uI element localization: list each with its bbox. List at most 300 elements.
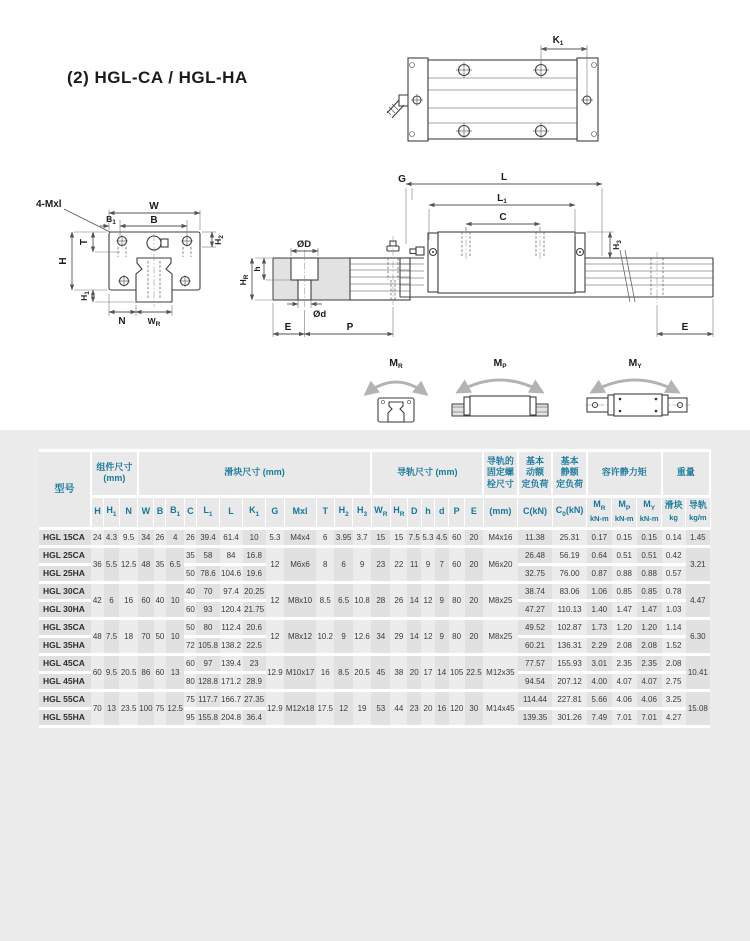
page-title: (2) HGL-CA / HGL-HA bbox=[67, 68, 248, 87]
cell-H1: 9.5 bbox=[104, 654, 120, 690]
grease-nipple-icon bbox=[387, 95, 408, 118]
col-header-dim-0: H bbox=[91, 496, 104, 528]
cell-L1: 105.8 bbox=[196, 636, 219, 654]
moment-mr-diagram bbox=[366, 357, 426, 422]
col-header-dim-21: E bbox=[465, 496, 483, 528]
cell-MP: 4.07 bbox=[612, 672, 637, 690]
cell-WR: 34 bbox=[371, 618, 390, 654]
cell-C0: 207.12 bbox=[552, 672, 587, 690]
cell-MP: 1.47 bbox=[612, 600, 637, 618]
cell-L1: 117.7 bbox=[196, 690, 219, 708]
cell-MP: 0.88 bbox=[612, 564, 637, 582]
cell-wb: 0.14 bbox=[662, 528, 686, 546]
moment-diagrams bbox=[366, 357, 690, 422]
cell-G: 12 bbox=[266, 618, 284, 654]
cell-MR: 3.01 bbox=[587, 654, 612, 672]
cell-P: 120 bbox=[449, 690, 465, 726]
cell-H2: 8.5 bbox=[334, 654, 352, 690]
cell-N: 9.5 bbox=[119, 528, 137, 546]
spec-table-head bbox=[39, 452, 710, 528]
cell-h: 12 bbox=[421, 582, 435, 618]
cell-MR: 1.40 bbox=[587, 600, 612, 618]
block-top-view-drawing bbox=[387, 35, 598, 141]
cell-Ckn: 114.44 bbox=[518, 690, 553, 708]
model-cell: HGL 55HA bbox=[39, 708, 91, 726]
cell-H3: 19 bbox=[353, 690, 371, 726]
model-cell: HGL 45CA bbox=[39, 654, 91, 672]
moment-mp-label: MP bbox=[493, 357, 507, 370]
cell-MP: 0.15 bbox=[612, 528, 637, 546]
dim-label-wr: $W_R$ bbox=[147, 316, 161, 328]
table-row bbox=[39, 582, 710, 600]
cell-H1: 13 bbox=[104, 690, 120, 726]
cell-D: 11 bbox=[407, 546, 421, 582]
col-header-dim-3: W bbox=[138, 496, 154, 528]
cell-MP: 1.20 bbox=[612, 618, 637, 636]
cell-L1: 80 bbox=[196, 618, 219, 636]
moment-my-label: MY bbox=[628, 357, 642, 370]
cell-d: 4.5 bbox=[435, 528, 449, 546]
cell-L: 112.4 bbox=[220, 618, 243, 636]
cell-B: 75 bbox=[154, 690, 166, 726]
cell-L: 139.4 bbox=[220, 654, 243, 672]
cell-H: 48 bbox=[91, 618, 104, 654]
cell-wr: 1.45 bbox=[686, 528, 710, 546]
table-panel bbox=[0, 430, 750, 941]
cell-d: 16 bbox=[435, 690, 449, 726]
cell-B: 40 bbox=[154, 582, 166, 618]
cell-H: 70 bbox=[91, 690, 104, 726]
cell-L1: 97 bbox=[196, 654, 219, 672]
cell-H3: 12.6 bbox=[353, 618, 371, 654]
cell-MY: 0.85 bbox=[637, 582, 662, 600]
cell-G: 12 bbox=[266, 582, 284, 618]
cell-H3: 20.5 bbox=[353, 654, 371, 690]
cell-bolt: M4x16 bbox=[483, 528, 518, 546]
cell-T: 8 bbox=[316, 546, 334, 582]
col-group-header-7: 重量 bbox=[662, 452, 710, 496]
cell-WR: 15 bbox=[371, 528, 390, 546]
cell-B1: 13 bbox=[166, 654, 184, 690]
cell-H: 24 bbox=[91, 528, 104, 546]
col-header-dim-5: $B_1$ bbox=[166, 496, 184, 528]
table-row bbox=[39, 654, 710, 672]
cell-C: 60 bbox=[184, 654, 196, 672]
cell-H2: 6 bbox=[334, 546, 352, 582]
cell-WR: 28 bbox=[371, 582, 390, 618]
cell-bolt: M8x25 bbox=[483, 582, 518, 618]
cell-H: 60 bbox=[91, 654, 104, 690]
cell-h: 5.3 bbox=[421, 528, 435, 546]
cell-bolt: M14x45 bbox=[483, 690, 518, 726]
cell-MP: 4.06 bbox=[612, 690, 637, 708]
col-header-dim-18: h bbox=[421, 496, 435, 528]
cell-MP: 7.01 bbox=[612, 708, 637, 726]
cell-D: 7.5 bbox=[407, 528, 421, 546]
dim-label-b: B bbox=[150, 215, 158, 226]
cell-W: 70 bbox=[138, 618, 154, 654]
model-cell: HGL 15CA bbox=[39, 528, 91, 546]
cell-K1: 19.6 bbox=[243, 564, 266, 582]
cell-C: 50 bbox=[184, 618, 196, 636]
dim-label-h2: $H_2$ bbox=[213, 235, 225, 245]
cell-wb: 3.25 bbox=[662, 690, 686, 708]
cell-H3: 10.8 bbox=[353, 582, 371, 618]
cell-d: 7 bbox=[435, 546, 449, 582]
cell-L1: 70 bbox=[196, 582, 219, 600]
cell-L: 171.2 bbox=[220, 672, 243, 690]
cell-T: 10.2 bbox=[316, 618, 334, 654]
cell-G: 12 bbox=[266, 546, 284, 582]
col-group-header-1: 滑块尺寸 (mm) bbox=[138, 452, 371, 496]
cell-C0: 83.06 bbox=[552, 582, 587, 600]
cell-H3: 3.7 bbox=[353, 528, 371, 546]
cell-MY: 4.07 bbox=[637, 672, 662, 690]
col-header-dim-7: $L_1$ bbox=[196, 496, 219, 528]
col-header-dim-10: G bbox=[266, 496, 284, 528]
cell-bolt: M8x25 bbox=[483, 618, 518, 654]
cell-L1: 58 bbox=[196, 546, 219, 564]
cell-N: 16 bbox=[119, 582, 137, 618]
cell-H2: 6.5 bbox=[334, 582, 352, 618]
cell-C0: 110.13 bbox=[552, 600, 587, 618]
dim-label-4mxl: 4-Mxl bbox=[36, 199, 62, 210]
col-header-dynamic-load: C(kN) bbox=[518, 496, 553, 528]
cell-C: 75 bbox=[184, 690, 196, 708]
cell-K1: 20.25 bbox=[243, 582, 266, 600]
cell-K1: 22.5 bbox=[243, 636, 266, 654]
dim-label-b1: $B_1$ bbox=[106, 214, 116, 226]
spec-table-body bbox=[39, 528, 710, 726]
cell-W: 100 bbox=[138, 690, 154, 726]
cell-MY: 1.47 bbox=[637, 600, 662, 618]
cell-h: 17 bbox=[421, 654, 435, 690]
moment-my-diagram bbox=[585, 357, 690, 416]
cell-N: 12.5 bbox=[119, 546, 137, 582]
table-row bbox=[39, 690, 710, 708]
cell-G: 12.9 bbox=[266, 654, 284, 690]
cell-wr: 15.08 bbox=[686, 690, 710, 726]
col-header-dim-19: d bbox=[435, 496, 449, 528]
col-header-dim-13: $H_2$ bbox=[334, 496, 352, 528]
cell-L: 204.8 bbox=[220, 708, 243, 726]
cell-h: 9 bbox=[421, 546, 435, 582]
dim-label-h1: $H_1$ bbox=[79, 291, 91, 301]
cell-H1: 7.5 bbox=[104, 618, 120, 654]
cell-Ckn: 32.75 bbox=[518, 564, 553, 582]
cell-MP: 2.35 bbox=[612, 654, 637, 672]
cell-Ckn: 60.21 bbox=[518, 636, 553, 654]
cell-Ckn: 47.27 bbox=[518, 600, 553, 618]
cell-T: 17.5 bbox=[316, 690, 334, 726]
cell-C: 95 bbox=[184, 708, 196, 726]
cell-Mxl: M6x6 bbox=[284, 546, 316, 582]
col-header-bolt-unit: (mm) bbox=[483, 496, 518, 528]
cell-MY: 0.88 bbox=[637, 564, 662, 582]
spec-table bbox=[39, 452, 711, 728]
dim-label-hr: $H_R$ bbox=[238, 274, 250, 286]
cell-B1: 6.5 bbox=[166, 546, 184, 582]
cell-H1: 4.3 bbox=[104, 528, 120, 546]
cell-C0: 76.00 bbox=[552, 564, 587, 582]
cell-MP: 2.08 bbox=[612, 636, 637, 654]
cell-MR: 0.64 bbox=[587, 546, 612, 564]
cell-E: 20 bbox=[465, 582, 483, 618]
cell-B: 50 bbox=[154, 618, 166, 654]
cell-E: 30 bbox=[465, 690, 483, 726]
cell-E: 20 bbox=[465, 618, 483, 654]
model-cell: HGL 30HA bbox=[39, 600, 91, 618]
dim-label-h-rail: h bbox=[252, 266, 262, 272]
cell-D: 23 bbox=[407, 690, 421, 726]
cell-N: 20.5 bbox=[119, 654, 137, 690]
cell-K1: 10 bbox=[243, 528, 266, 546]
cell-C0: 301.26 bbox=[552, 708, 587, 726]
cell-W: 48 bbox=[138, 546, 154, 582]
cell-wr: 3.21 bbox=[686, 546, 710, 582]
cell-T: 8.5 bbox=[316, 582, 334, 618]
cell-MR: 1.06 bbox=[587, 582, 612, 600]
moment-mp-diagram bbox=[452, 357, 548, 416]
cell-K1: 20.6 bbox=[243, 618, 266, 636]
cell-H2: 9 bbox=[334, 618, 352, 654]
cell-bolt: M12x35 bbox=[483, 654, 518, 690]
cell-h: 12 bbox=[421, 618, 435, 654]
cell-N: 23.5 bbox=[119, 690, 137, 726]
cell-N: 18 bbox=[119, 618, 137, 654]
dim-label-p: P bbox=[346, 322, 354, 333]
cell-T: 16 bbox=[316, 654, 334, 690]
cell-MY: 2.35 bbox=[637, 654, 662, 672]
cell-B: 35 bbox=[154, 546, 166, 582]
cell-C: 72 bbox=[184, 636, 196, 654]
dim-label-h3: $H_3$ bbox=[611, 240, 623, 250]
cell-wb: 0.57 bbox=[662, 564, 686, 582]
cell-MY: 1.20 bbox=[637, 618, 662, 636]
cell-C: 40 bbox=[184, 582, 196, 600]
cell-L: 166.7 bbox=[220, 690, 243, 708]
cell-L1: 155.8 bbox=[196, 708, 219, 726]
cell-H2: 3.95 bbox=[334, 528, 352, 546]
cell-E: 20 bbox=[465, 546, 483, 582]
spec-table-wrap bbox=[39, 449, 711, 728]
cell-B1: 12.5 bbox=[166, 690, 184, 726]
cell-d: 14 bbox=[435, 654, 449, 690]
cell-D: 14 bbox=[407, 618, 421, 654]
cell-MY: 7.01 bbox=[637, 708, 662, 726]
col-header-dim-2: N bbox=[119, 496, 137, 528]
model-cell: HGL 25CA bbox=[39, 546, 91, 564]
model-cell: HGL 30CA bbox=[39, 582, 91, 600]
cell-P: 80 bbox=[449, 582, 465, 618]
cell-K1: 36.4 bbox=[243, 708, 266, 726]
cell-MR: 5.66 bbox=[587, 690, 612, 708]
cell-MR: 4.00 bbox=[587, 672, 612, 690]
cell-HR: 15 bbox=[390, 528, 407, 546]
col-header-dim-12: T bbox=[316, 496, 334, 528]
cell-H2: 12 bbox=[334, 690, 352, 726]
cell-C0: 102.87 bbox=[552, 618, 587, 636]
block-front-view-drawing bbox=[36, 199, 225, 328]
cell-HR: 22 bbox=[390, 546, 407, 582]
dim-label-g: G bbox=[398, 174, 406, 185]
cell-P: 60 bbox=[449, 528, 465, 546]
cell-Ckn: 94.54 bbox=[518, 672, 553, 690]
cell-wb: 1.52 bbox=[662, 636, 686, 654]
table-row bbox=[39, 618, 710, 636]
cell-MR: 0.17 bbox=[587, 528, 612, 546]
cell-P: 60 bbox=[449, 546, 465, 582]
cell-L: 138.2 bbox=[220, 636, 243, 654]
cell-C0: 155.93 bbox=[552, 654, 587, 672]
cell-C0: 227.81 bbox=[552, 690, 587, 708]
cell-C0: 136.31 bbox=[552, 636, 587, 654]
col-header-weight-1: 导轨 kg/m bbox=[686, 496, 710, 528]
cell-wb: 2.08 bbox=[662, 654, 686, 672]
cell-wb: 1.03 bbox=[662, 600, 686, 618]
cell-MP: 0.85 bbox=[612, 582, 637, 600]
col-header-dim-4: B bbox=[154, 496, 166, 528]
cell-K1: 23 bbox=[243, 654, 266, 672]
cell-wb: 0.42 bbox=[662, 546, 686, 564]
cell-HR: 38 bbox=[390, 654, 407, 690]
cell-P: 80 bbox=[449, 618, 465, 654]
cell-B1: 10 bbox=[166, 582, 184, 618]
cell-wr: 10.41 bbox=[686, 654, 710, 690]
cell-wr: 4.47 bbox=[686, 582, 710, 618]
col-header-dim-1: $H_1$ bbox=[104, 496, 120, 528]
cell-MY: 0.51 bbox=[637, 546, 662, 564]
cell-WR: 45 bbox=[371, 654, 390, 690]
col-header-weight-0: 滑块 kg bbox=[662, 496, 686, 528]
cell-B1: 4 bbox=[166, 528, 184, 546]
cell-Mxl: M8x10 bbox=[284, 582, 316, 618]
cell-MY: 0.15 bbox=[637, 528, 662, 546]
cell-L1: 93 bbox=[196, 600, 219, 618]
cell-wb: 1.14 bbox=[662, 618, 686, 636]
col-group-header-2: 导轨尺寸 (mm) bbox=[371, 452, 483, 496]
dim-label-l: L bbox=[500, 172, 508, 183]
cell-K1: 28.9 bbox=[243, 672, 266, 690]
col-header-moment-1: $M_P$ kN-m bbox=[612, 496, 637, 528]
cell-B: 26 bbox=[154, 528, 166, 546]
cell-D: 14 bbox=[407, 582, 421, 618]
dim-label-w: W bbox=[149, 201, 159, 212]
cell-G: 12.9 bbox=[266, 690, 284, 726]
model-cell: HGL 35CA bbox=[39, 618, 91, 636]
cell-W: 86 bbox=[138, 654, 154, 690]
cell-W: 60 bbox=[138, 582, 154, 618]
cell-Ckn: 11.38 bbox=[518, 528, 553, 546]
cell-MY: 2.08 bbox=[637, 636, 662, 654]
col-header-dim-14: $H_3$ bbox=[353, 496, 371, 528]
col-group-header-6: 容许静力矩 bbox=[587, 452, 662, 496]
cell-L1: 39.4 bbox=[196, 528, 219, 546]
cell-bolt: M6x20 bbox=[483, 546, 518, 582]
cell-H: 36 bbox=[91, 546, 104, 582]
model-cell: HGL 45HA bbox=[39, 672, 91, 690]
cell-K1: 27.35 bbox=[243, 690, 266, 708]
cell-wb: 0.78 bbox=[662, 582, 686, 600]
col-header-dim-9: $K_1$ bbox=[243, 496, 266, 528]
col-header-dim-11: Mxl bbox=[284, 496, 316, 528]
cell-H3: 9 bbox=[353, 546, 371, 582]
cell-C0: 25.31 bbox=[552, 528, 587, 546]
col-group-header-0: 组件尺寸 (mm) bbox=[91, 452, 138, 496]
col-header-dim-6: C bbox=[184, 496, 196, 528]
dim-label-c: C bbox=[499, 212, 507, 223]
cell-H1: 5.5 bbox=[104, 546, 120, 582]
cell-Mxl: M8x12 bbox=[284, 618, 316, 654]
dim-label-e2: E bbox=[681, 322, 689, 333]
cell-Mxl: M10x17 bbox=[284, 654, 316, 690]
cell-Mxl: M4x4 bbox=[284, 528, 316, 546]
col-header-dim-17: D bbox=[407, 496, 421, 528]
cell-C0: 56.19 bbox=[552, 546, 587, 564]
cell-MR: 2.29 bbox=[587, 636, 612, 654]
cell-E: 20 bbox=[465, 528, 483, 546]
cell-W: 34 bbox=[138, 528, 154, 546]
col-header-moment-0: $M_R$ kN-m bbox=[587, 496, 612, 528]
cell-K1: 21.75 bbox=[243, 600, 266, 618]
cell-L1: 128.8 bbox=[196, 672, 219, 690]
cell-Ckn: 77.57 bbox=[518, 654, 553, 672]
dim-label-l1: $L_1$ bbox=[497, 193, 507, 205]
cell-WR: 23 bbox=[371, 546, 390, 582]
cell-Ckn: 38.74 bbox=[518, 582, 553, 600]
cell-wr: 6.30 bbox=[686, 618, 710, 654]
cell-B1: 10 bbox=[166, 618, 184, 654]
cell-L1: 78.6 bbox=[196, 564, 219, 582]
cell-T: 6 bbox=[316, 528, 334, 546]
cell-C: 60 bbox=[184, 600, 196, 618]
col-header-moment-2: $M_Y$ kN-m bbox=[637, 496, 662, 528]
cell-HR: 29 bbox=[390, 618, 407, 654]
cell-C: 35 bbox=[184, 546, 196, 564]
cell-h: 20 bbox=[421, 690, 435, 726]
cell-B: 60 bbox=[154, 654, 166, 690]
cell-MR: 7.49 bbox=[587, 708, 612, 726]
cell-Ckn: 26.48 bbox=[518, 546, 553, 564]
model-cell: HGL 35HA bbox=[39, 636, 91, 654]
cell-C: 80 bbox=[184, 672, 196, 690]
dim-label-h: H bbox=[58, 257, 69, 265]
table-row bbox=[39, 528, 710, 546]
cell-C: 50 bbox=[184, 564, 196, 582]
cell-G: 5.3 bbox=[266, 528, 284, 546]
cell-L: 97.4 bbox=[220, 582, 243, 600]
dim-label-od: ØD bbox=[296, 239, 312, 250]
cell-C: 26 bbox=[184, 528, 196, 546]
cell-HR: 26 bbox=[390, 582, 407, 618]
cell-K1: 16.8 bbox=[243, 546, 266, 564]
cell-H1: 6 bbox=[104, 582, 120, 618]
cell-MY: 4.06 bbox=[637, 690, 662, 708]
block-side-view-drawing bbox=[398, 172, 713, 337]
cell-H: 42 bbox=[91, 582, 104, 618]
cell-L: 61.4 bbox=[220, 528, 243, 546]
col-header-dim-8: L bbox=[220, 496, 243, 528]
cell-E: 22.5 bbox=[465, 654, 483, 690]
cell-wb: 2.75 bbox=[662, 672, 686, 690]
col-group-header-4: 基本 动额 定负荷 bbox=[518, 452, 553, 496]
col-header-dim-15: $W_R$ bbox=[371, 496, 390, 528]
technical-drawings bbox=[0, 0, 750, 430]
cell-Mxl: M12x18 bbox=[284, 690, 316, 726]
col-group-header-3: 导轨的 固定螺 栓尺寸 bbox=[483, 452, 518, 496]
model-cell: HGL 25HA bbox=[39, 564, 91, 582]
cell-L: 120.4 bbox=[220, 600, 243, 618]
